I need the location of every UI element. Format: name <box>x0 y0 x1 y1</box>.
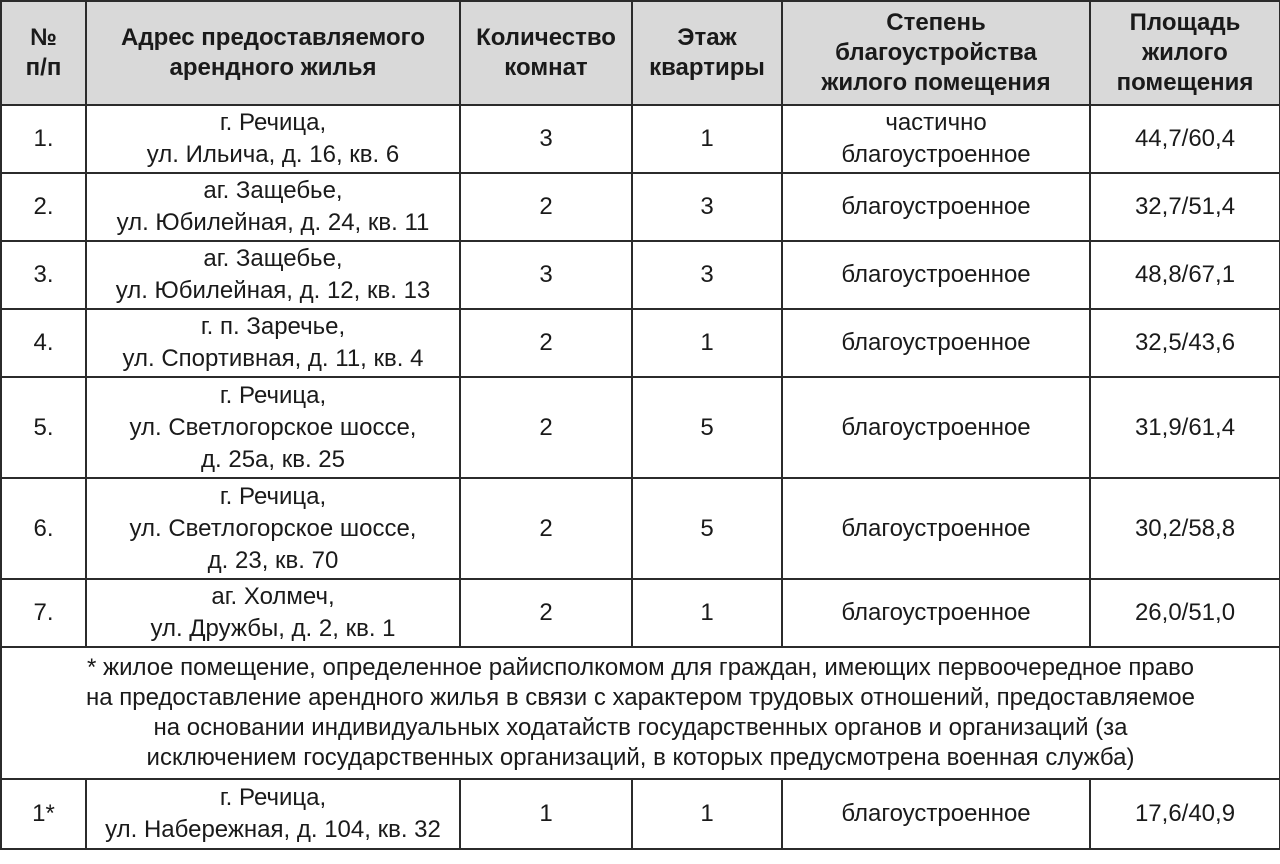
row-rooms: 2 <box>460 377 632 478</box>
header-area: Площадь жилого помещения <box>1090 1 1280 105</box>
row-floor: 3 <box>632 173 782 241</box>
table-row <box>1 105 1280 173</box>
table-row <box>1 478 1280 579</box>
footnote-row <box>1 647 1280 779</box>
row-rooms: 2 <box>460 478 632 579</box>
row-rooms: 1 <box>460 779 632 849</box>
row-floor: 1 <box>632 579 782 647</box>
row-number: 3. <box>1 241 86 309</box>
header-number: № п/п <box>1 1 86 105</box>
row-address: г. Речица, ул. Светлогорское шоссе, д. 25а, кв. 25 <box>86 377 460 478</box>
row-number: 4. <box>1 309 86 377</box>
row-number: 6. <box>1 478 86 579</box>
header-address: Адрес предоставляемого арендного жилья <box>86 1 460 105</box>
row-rooms: 2 <box>460 173 632 241</box>
row-comfort: благоустроенное <box>782 173 1090 241</box>
row-comfort: благоустроенное <box>782 309 1090 377</box>
row-comfort: благоустроенное <box>782 241 1090 309</box>
row-number: 7. <box>1 579 86 647</box>
row-rooms: 2 <box>460 579 632 647</box>
row-address: г. п. Заречье, ул. Спортивная, д. 11, кв. 4 <box>86 309 460 377</box>
row-comfort: благоустроенное <box>782 779 1090 849</box>
row-number: 5. <box>1 377 86 478</box>
row-comfort: благоустроенное <box>782 377 1090 478</box>
header-floor: Этаж квартиры <box>632 1 782 105</box>
row-floor: 1 <box>632 309 782 377</box>
row-address: аг. Холмеч, ул. Дружбы, д. 2, кв. 1 <box>86 579 460 647</box>
table-row <box>1 241 1280 309</box>
row-address: аг. Защебье, ул. Юбилейная, д. 24, кв. 11 <box>86 173 460 241</box>
row-address: г. Речица, ул. Светлогорское шоссе, д. 23, кв. 70 <box>86 478 460 579</box>
table-row <box>1 579 1280 647</box>
row-area: 32,5/43,6 <box>1090 309 1280 377</box>
table-row <box>1 377 1280 478</box>
row-comfort: благоустроенное <box>782 478 1090 579</box>
row-floor: 5 <box>632 377 782 478</box>
row-floor: 5 <box>632 478 782 579</box>
footnote-text: * жилое помещение, определенное райисполкомом для граждан, имеющих первоочередное право на предоставление арендного жилья в связи с характером трудовых отношений, предоставляемое на основании индивидуальных ходатайств государственных органов и организаций (за исключением государственных организаций, в которых предусмотрена военная служба) <box>1 647 1280 779</box>
row-floor: 3 <box>632 241 782 309</box>
row-area: 44,7/60,4 <box>1090 105 1280 173</box>
row-address: аг. Защебье, ул. Юбилейная, д. 12, кв. 13 <box>86 241 460 309</box>
row-comfort: благоустроенное <box>782 579 1090 647</box>
table-row-special <box>1 779 1280 849</box>
row-area: 30,2/58,8 <box>1090 478 1280 579</box>
row-rooms: 3 <box>460 105 632 173</box>
row-area: 17,6/40,9 <box>1090 779 1280 849</box>
row-address: г. Речица, ул. Набережная, д. 104, кв. 32 <box>86 779 460 849</box>
row-area: 26,0/51,0 <box>1090 579 1280 647</box>
row-comfort: частично благоустроенное <box>782 105 1090 173</box>
row-floor: 1 <box>632 105 782 173</box>
header-comfort: Степень благоустройства жилого помещения <box>782 1 1090 105</box>
row-area: 32,7/51,4 <box>1090 173 1280 241</box>
row-area: 31,9/61,4 <box>1090 377 1280 478</box>
row-number: 2. <box>1 173 86 241</box>
row-number: 1. <box>1 105 86 173</box>
row-area: 48,8/67,1 <box>1090 241 1280 309</box>
header-rooms: Количество комнат <box>460 1 632 105</box>
table-row <box>1 173 1280 241</box>
header-row <box>1 1 1280 105</box>
row-address: г. Речица, ул. Ильича, д. 16, кв. 6 <box>86 105 460 173</box>
row-rooms: 2 <box>460 309 632 377</box>
table-row <box>1 309 1280 377</box>
row-floor: 1 <box>632 779 782 849</box>
row-rooms: 3 <box>460 241 632 309</box>
row-number: 1* <box>1 779 86 849</box>
